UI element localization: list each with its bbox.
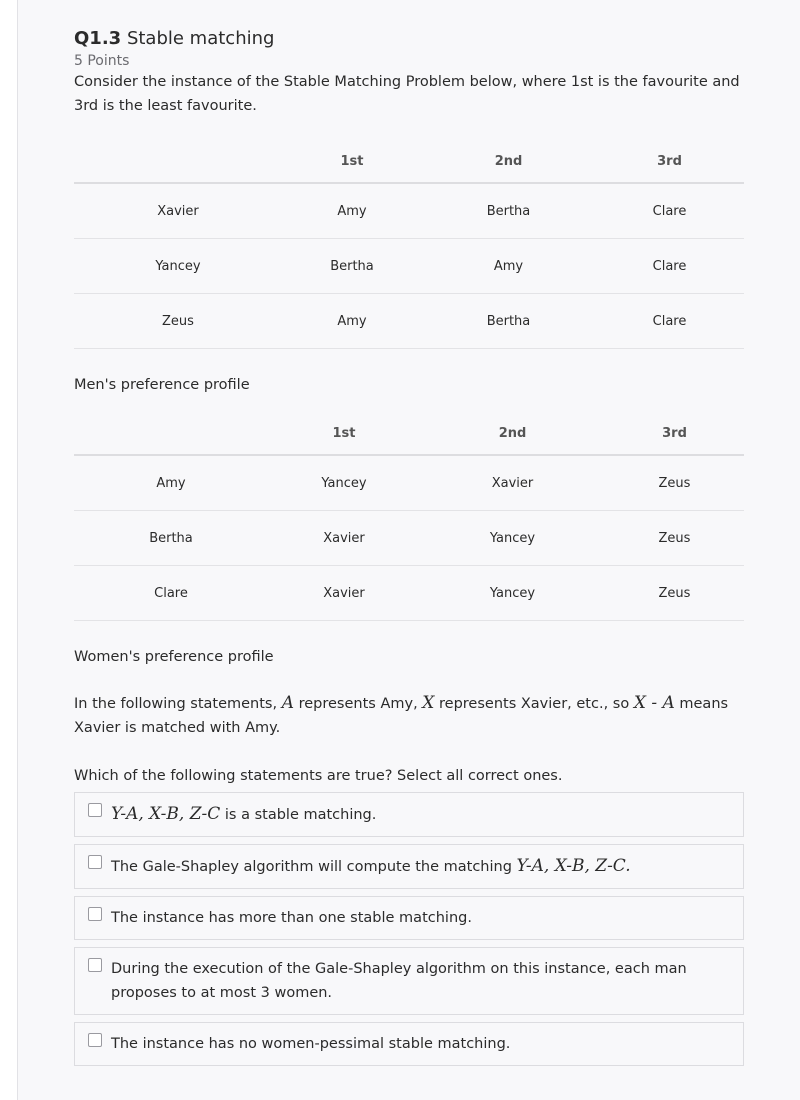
option-text: During the execution of the Gale-Shapley algorithm on this instance, each man proposes to at most 3 women. (111, 961, 687, 1001)
table-header (74, 140, 282, 183)
table-header: 3rd (595, 140, 744, 183)
checkbox[interactable] (88, 958, 102, 972)
table-cell: Zeus (74, 294, 282, 349)
table-cell: Xavier (268, 566, 420, 621)
table-cell: Zeus (605, 511, 744, 566)
math-symbol: X - A (633, 693, 675, 713)
table-cell: Clare (595, 294, 744, 349)
checkbox[interactable] (88, 855, 102, 869)
men-table-caption: Men's preference profile (74, 377, 250, 393)
table-row (74, 239, 744, 294)
option-text: The instance has no women-pessimal stable matching. (111, 1036, 511, 1052)
table-cell: Xavier (268, 511, 420, 566)
table-cell: Amy (282, 294, 422, 349)
checkbox[interactable] (88, 1033, 102, 1047)
table-cell: Zeus (605, 566, 744, 621)
table-cell: Yancey (74, 239, 282, 294)
women-preference-table (74, 412, 744, 621)
table-cell: Clare (595, 183, 744, 239)
table-cell: Bertha (422, 294, 595, 349)
answer-option-3[interactable] (74, 896, 744, 940)
table-cell: Bertha (74, 511, 268, 566)
answer-option-4[interactable] (74, 947, 744, 1015)
option-math: Y-A, X-B, Z-C. (516, 856, 631, 876)
table-cell: Yancey (268, 455, 420, 511)
notation-part: In the following statements, (74, 696, 282, 712)
option-text: is a stable matching. (220, 807, 377, 823)
table-cell: Clare (595, 239, 744, 294)
table-header: 1st (282, 140, 422, 183)
table-row (74, 183, 744, 239)
notation-part: means Xavier is matched with Amy. (74, 696, 729, 736)
intro-text: Consider the instance of the Stable Matching Problem below, where 1st is the favourite and 3rd is the least favourite. (74, 74, 740, 114)
table-row (74, 455, 744, 511)
option-text: The Gale-Shapley algorithm will compute the matching (111, 859, 517, 875)
table-header (74, 412, 268, 455)
answer-option-5[interactable] (74, 1022, 744, 1066)
table-row (74, 511, 744, 566)
checkbox[interactable] (88, 803, 102, 817)
table-cell: Clare (74, 566, 268, 621)
table-cell: Zeus (605, 455, 744, 511)
table-cell: Amy (282, 183, 422, 239)
table-header: 3rd (605, 412, 744, 455)
notation-part: represents Amy, (293, 696, 423, 712)
question-points: 5 Points (74, 53, 130, 69)
table-cell: Xavier (74, 183, 282, 239)
question-prompt: Which of the following statements are true? Select all correct ones. (74, 768, 563, 784)
question-content (74, 28, 744, 1066)
answer-option-1[interactable] (74, 792, 744, 837)
table-cell: Amy (74, 455, 268, 511)
table-cell: Yancey (420, 566, 605, 621)
table-cell: Amy (422, 239, 595, 294)
table-row (74, 294, 744, 349)
table-row (74, 566, 744, 621)
math-symbol: A (281, 693, 294, 713)
table-cell: Bertha (422, 183, 595, 239)
table-cell: Bertha (282, 239, 422, 294)
math-symbol: X (422, 693, 435, 713)
notation-part: represents Xavier, etc., so (434, 696, 634, 712)
option-text: The instance has more than one stable matching. (111, 910, 472, 926)
checkbox[interactable] (88, 907, 102, 921)
question-title: Stable matching (126, 28, 275, 49)
women-table-caption: Women's preference profile (74, 649, 274, 665)
option-math: Y-A, X-B, Z-C (111, 804, 221, 824)
question-number: Q1.3 (74, 28, 122, 49)
table-cell: Xavier (420, 455, 605, 511)
table-header-row (74, 412, 744, 455)
question-heading (74, 28, 744, 50)
men-preference-table (74, 140, 744, 349)
notation-text (74, 691, 744, 740)
question-panel (17, 0, 800, 1100)
table-header: 2nd (422, 140, 595, 183)
table-cell: Yancey (420, 511, 605, 566)
table-header-row (74, 140, 744, 183)
answer-option-2[interactable] (74, 844, 744, 889)
table-header: 1st (268, 412, 420, 455)
table-header: 2nd (420, 412, 605, 455)
